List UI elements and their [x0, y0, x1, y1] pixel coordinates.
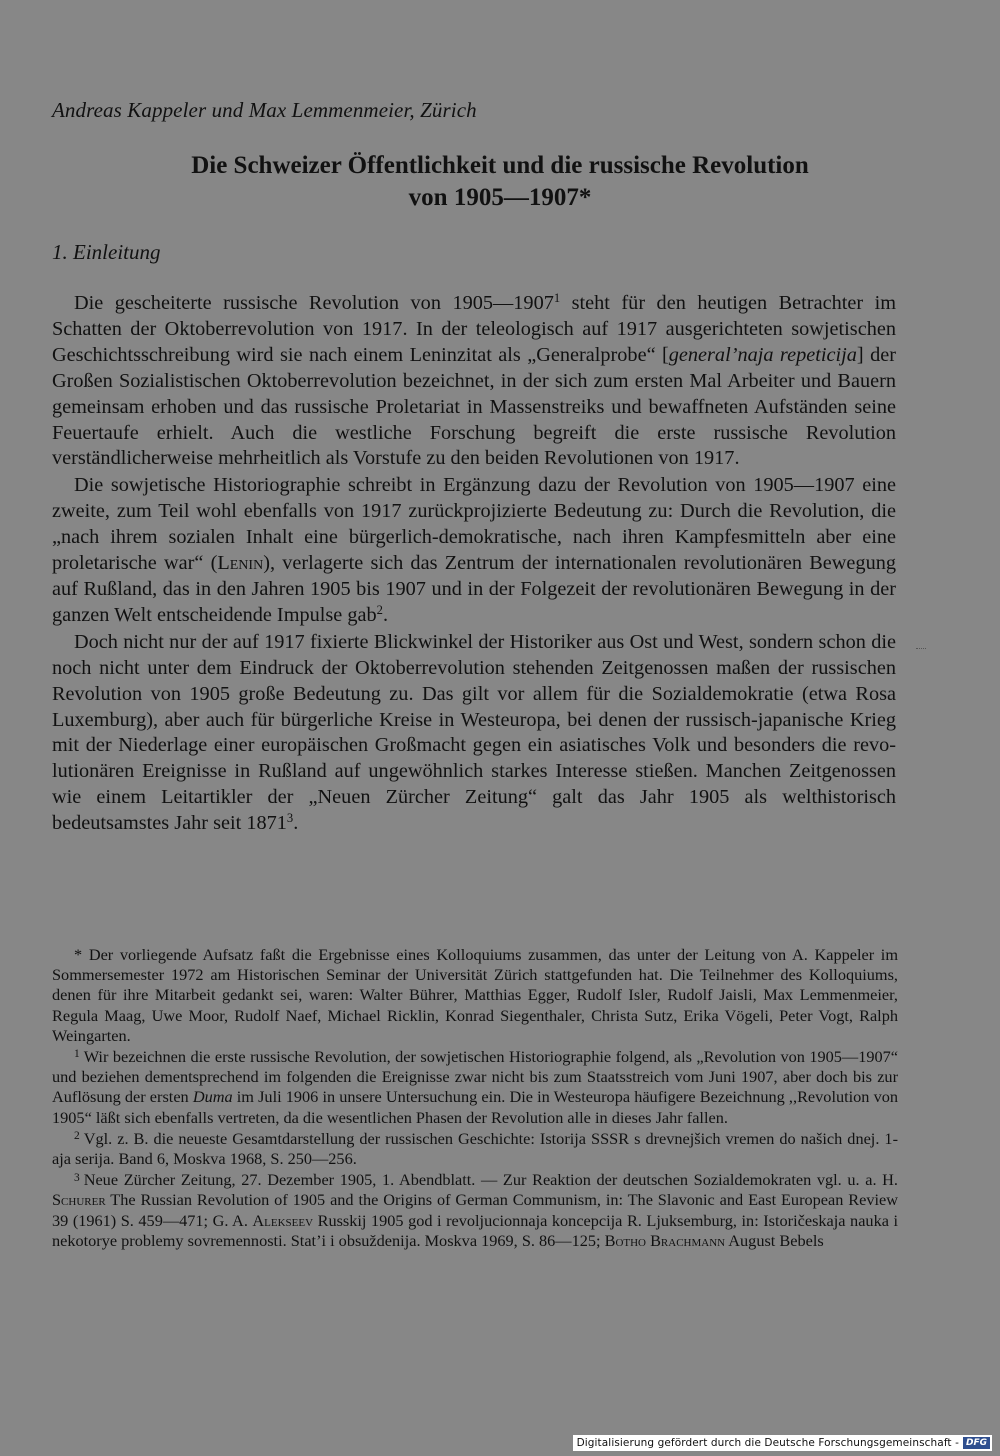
text-run: Doch nicht nur der auf 1917 fixierte Blickwinkel der Historiker aus Ost und West, sondern schon die noch nicht unter dem Eindruck der Oktoberrevolution stehenden Zeitgenossen maßen der russischen Revolution von 1905 große Bedeutung zu. Das gilt vor allem für die Sozialdemokratie (etwa Rosa Luxemburg), aber auch für bürgerliche Kreise in Westeuropa, bei denen der russisch-japanische Krieg mit der Niederlage einer europäischen Großmacht gegen ein asiatisches Volk und besonders die revolutionären Ereignisse in Rußland auf ungewöhnlich starkes Interesse stießen. Manchen Zeitgenossen wie einem Leitartikler der „Neuen Zürcher Zeitung“ galt das Jahr 1905 als welthistorisch bedeutsamstes Jahr seit 1871 — [52, 630, 896, 835]
italic-term: Duma — [192, 1087, 233, 1107]
footnote-ref-2: 2 — [376, 602, 383, 617]
text-run: . — [293, 812, 299, 835]
author-name: Lenin — [217, 552, 264, 575]
author-name: Schurer — [52, 1190, 106, 1210]
text-run: Vgl. z. B. die neueste Gesamtdarstellung der russischen Geschichte: Istorija SSSR s drevnejšich vremen do našich dnej. 1-aja serija. Band 6, Moskva 1968, S. 250—256. — [52, 1128, 898, 1169]
text-run: August Bebels — [725, 1230, 824, 1250]
title-line-2: von 1905—1907* — [408, 184, 592, 211]
text-run: The Russian Revolution of 1905 and the Origins of German Communism, in: The Slavonic and East European Review 39 (1961) S. 459—471; G. A. — [52, 1190, 898, 1230]
authors: Andreas Kappeler und Max Lemmenmeier, Zürich — [52, 98, 477, 122]
article-title — [60, 150, 940, 214]
footnote-3 — [52, 1170, 898, 1251]
author-name: Alekseev — [252, 1210, 314, 1230]
text-run: im Juli 1906 in unsere Untersuchung ein. Die in Westeuropa häufigere Bezeichnung ,,Revolution von 1905“ läßt sich ebenfalls vertreten, da die wesentlichen Phasen der Revolution alle in dieses Jahr fallen. — [52, 1087, 898, 1127]
footnote-1 — [52, 1047, 898, 1128]
footnote-3-mark: 3 — [74, 1171, 80, 1184]
funding-notice — [573, 1435, 992, 1451]
text-run: Die gescheiterte russische Revolution von 1905—1907 — [74, 292, 554, 314]
dfg-logo-icon: DFG — [963, 1437, 990, 1449]
text-run: Neue Zürcher Zeitung, 27. Dezember 1905, 1. Abendblatt. — Zur Reaktion der deutschen Sozialdemokraten vgl. u. a. H. — [83, 1170, 898, 1190]
footnote-star: * Der vorliegende Aufsatz faßt die Ergebnisse eines Kolloquiums zusammen, das unter der Leitung von A. Kappeler im Sommersemester 1972 am Historischen Seminar der Universität Zürich stattgefunden hat. Die Teilnehmer des Kolloquiums, denen für ihre Mitarbeit gedankt sei, waren: Walter Bührer, Matthias Egger, Rudolf Isler, Rudolf Jaisli, Max Lemmenmeier, Regula Maag, Uwe Moor, Rudolf Naef, Michael Ricklin, Konrad Siegenthaler, Christa Sutz, Erika Vögeli, Peter Vogt, Ralph Weingarten. — [52, 945, 898, 1045]
footnotes — [52, 945, 898, 1251]
footnote-ref-1: 1 — [553, 291, 561, 306]
text-run: Die sowjetische Historiographie schreibt in Ergänzung dazu der Revolution von 1905—1907 eine zweite, zum Teil wohl ebenfalls von 1917 zurückprojizierte Bedeutung zu: Durch die Revolution, die „nach ihrem sozialen Inhalt eine bürgerlich-demokratische, nach ihren Kampfesmitteln aber eine proletarische war“ ( — [52, 474, 896, 575]
paragraph-2 — [52, 473, 896, 628]
footnote-2-mark: 2 — [74, 1130, 80, 1143]
text-run: Wir bezeichnen die erste russische Revolution, der sowjetischen Historiographie folgend, als „Revolution von 1905—1907“ und beziehen dementsprechend im folgenden die Ereignisse zwar nicht bis zum Staatsstreich vom Juni 1907, aber doch bis zur Auflösung der ersten — [52, 1047, 898, 1107]
section-heading: 1. Einleitung — [52, 240, 161, 264]
text-run: steht für den heutigen Betrachter im Schatten der Oktoberrevolution von 1917. In der teleologisch auf 1917 ausgerichteten sowjetischen Geschichtsschreibung wird sie nach einem Leninzitat als „Generalprobe“ [ — [52, 292, 896, 366]
footnote-1-mark: 1 — [74, 1048, 80, 1061]
text-run: . — [382, 603, 389, 626]
author-name: Botho Brachmann — [604, 1230, 726, 1250]
footnote-2 — [52, 1129, 898, 1169]
paragraph-3 — [52, 630, 896, 837]
footnote-ref-3: 3 — [286, 811, 294, 826]
text-run: ] der Großen Sozialistischen Oktoberrevolution bezeichnet, in der sich zum ersten Mal Arbeiter und Bauern gemeinsam erhoben und das russische Proletariat in Massenstreiks und bewaffneten Aufständen seine Feuertaufe erhielt. Auch die westliche Forschung begreift die erste russische Revolution verständlicherweise mehrheitlich als Vorstufe zu den beiden Revolutionen von 1917. — [52, 343, 896, 470]
body-text — [52, 291, 896, 837]
text-run: Russkij 1905 god i revoljucionnaja koncepcija R. Ljuksemburg, in: Istoričeskaja nauka i nekotorye problemy sovremennosti. Stat’i i obsuždenija. Moskva 1969, S. 86—125; — [52, 1210, 898, 1250]
margin-mark — [916, 648, 926, 651]
italic-term: general’naja repeticija — [668, 343, 857, 366]
funding-text: Digitalisierung gefördert durch die Deutsche Forschungsgemeinschaft - — [576, 1437, 959, 1449]
text-run: ), verlagerte sich das Zentrum der internationalen revolutionären Bewegung auf Rußland, das in den Jahren 1905 bis 1907 und in der Folgezeit der revolutionären Bewegung in der ganzen Welt entscheidende Impulse gab — [52, 552, 896, 626]
title-line-1: Die Schweizer Öffentlichkeit und die russische Revolution — [191, 152, 809, 179]
paragraph-1 — [52, 291, 896, 472]
